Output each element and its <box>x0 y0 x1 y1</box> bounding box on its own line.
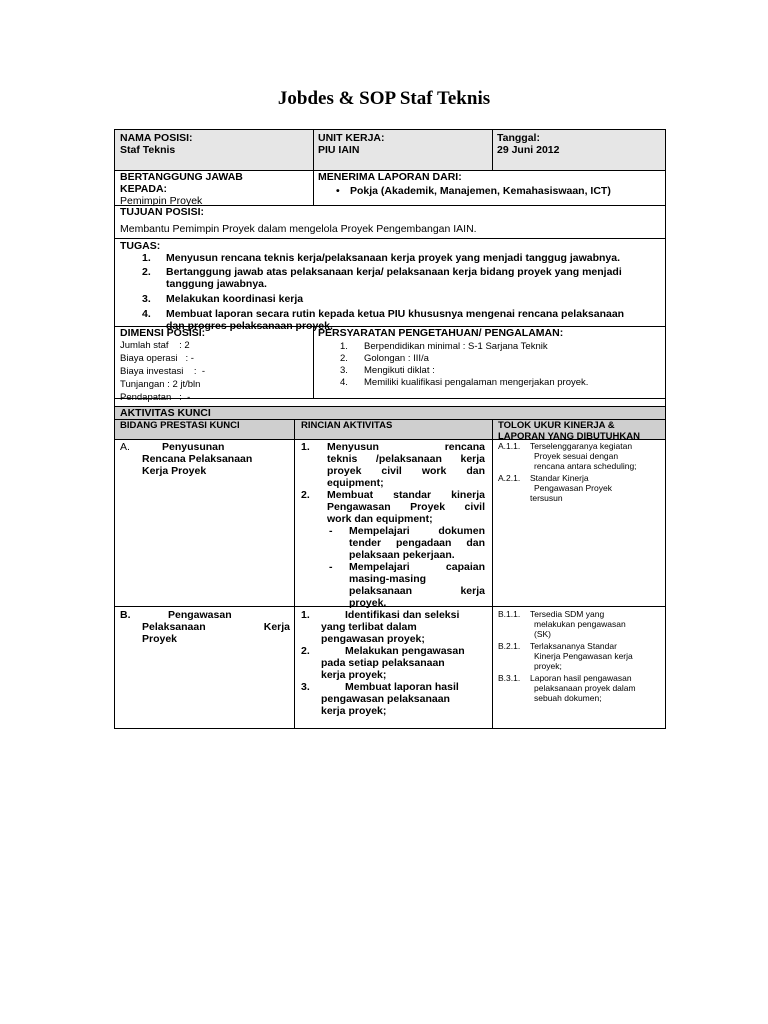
dimensi-item: Biaya investasi : - <box>120 366 206 377</box>
section-a-rincian <box>301 441 485 609</box>
section-b-rincian <box>301 609 485 717</box>
section-a-tolok <box>498 441 663 503</box>
bullet-icon: • <box>336 185 340 197</box>
tugas-list: 1. Menyusun rencana teknis kerja/pelaksanaan kerja proyek yang menjadi tanggug jawabnya. 2. Bertanggung jawab atas pelaksanaan kerja/ pelaksanaan kerja bidang proyek yang menjadi tanggung jawabnya. 3. Melakukan koordinasi kerja 4. Membuat laporan secara rutin kepada ketua PIU khususnya mengenai rencana pelaksanaan dan progres pelaksanaan proyek. <box>142 252 662 332</box>
section-b-letter: B. <box>120 609 131 621</box>
tujuan-label: TUJUAN POSISI: <box>120 206 205 218</box>
rincian-subitem: - Mempelajari dokumen tender pengadaan dan pelaksaan pekerjaan. <box>329 525 485 561</box>
divider <box>115 606 665 607</box>
aktivitas-label: AKTIVITAS KUNCI <box>120 407 211 419</box>
divider <box>294 419 295 728</box>
persyaratan-item: 3. Mengikuti diklat : <box>340 365 435 376</box>
divider <box>313 130 314 170</box>
tolok-item: B.1.1. Tersedia SDM yang melakukan pengawasan (SK) <box>498 609 626 639</box>
col-tolok-header: TOLOK UKUR KINERJA & LAPORAN YANG DIBUTUHKAN <box>498 420 640 442</box>
rincian-item: 3. Membuat laporan hasil pengawasan pelaksanaan kerja proyek; <box>301 681 459 717</box>
persyaratan-list <box>340 341 588 389</box>
tujuan-cell <box>120 206 477 235</box>
rincian-item: 2. Membuat standar kinerja Pengawasan Proyek civil work dan equipment; <box>301 489 485 525</box>
tolok-item: A.1.1. Terselenggaranya kegiatan Proyek sesuai dengan rencana antara scheduling; <box>498 441 637 471</box>
divider <box>313 326 314 398</box>
divider <box>313 170 314 206</box>
rincian-item: 1. Menyusun rencana teknis /pelaksanaan kerja proyek civil work dan equipment; <box>301 441 485 489</box>
persyaratan-label: PERSYARATAN PENGETAHUAN/ PENGALAMAN: <box>318 327 564 339</box>
tolok-item: B.2.1. Terlaksananya Standar Kinerja Pengawasan kerja proyek; <box>498 641 633 671</box>
rincian-item: 2. Melakukan pengawasan pada setiap pelaksanaan kerja proyek; <box>301 645 465 681</box>
tanggal-value: 29 Juni 2012 <box>497 144 560 156</box>
dimensi-item: Biaya operasi : - <box>120 353 194 364</box>
section-a-letter: A. <box>120 441 130 453</box>
col-rincian-header: RINCIAN AKTIVITAS <box>301 420 393 431</box>
dimensi-item: Tunjangan : 2 jt/bln <box>120 379 201 390</box>
bertanggung-label-line1: BERTANGGUNG JAWAB <box>120 171 243 183</box>
nama-posisi-value: Staf Teknis <box>120 144 176 156</box>
dimensi-item: Pendapatan : - <box>120 392 191 403</box>
tugas-item: 3. Melakukan koordinasi kerja <box>142 293 304 305</box>
unit-kerja-label: UNIT KERJA: <box>318 132 385 144</box>
tolok-item: B.3.1. Laporan hasil pengawasan pelaksanaan proyek dalam sebuah dokumen; <box>498 673 636 703</box>
menerima-label: MENERIMA LAPORAN DARI: <box>318 171 462 183</box>
dimensi-item: Jumlah staf : 2 <box>120 340 190 351</box>
persyaratan-item: 4. Memiliki kualifikasi pengalaman mengerjakan proyek. <box>340 377 589 388</box>
nama-posisi-label: NAMA POSISI: <box>120 132 193 144</box>
menerima-value: Pokja (Akademik, Manajemen, Kemahasiswaan, ICT) <box>350 185 611 197</box>
divider <box>492 130 493 170</box>
header-row-background <box>115 130 665 170</box>
tanggal-cell <box>497 132 559 156</box>
section-b-tolok <box>498 609 663 703</box>
divider <box>115 398 665 399</box>
document-title: Jobdes & SOP Staf Teknis <box>277 88 491 109</box>
unit-kerja-cell <box>318 132 385 156</box>
tanggal-label: Tanggal: <box>497 132 540 144</box>
tugas-label: TUGAS: <box>120 240 161 252</box>
bertanggung-value: Pemimpin Proyek <box>120 195 203 207</box>
section-a-title: A. Penyusunan Rencana Pelaksanaan Kerja Proyek <box>120 441 253 477</box>
persyaratan-item: 1. Berpendidikan minimal : S-1 Sarjana Teknik <box>340 341 548 352</box>
tugas-item: 2. Bertanggung jawab atas pelaksanaan kerja/ pelaksanaan kerja bidang proyek yang menjadi <box>142 266 622 278</box>
nama-posisi-cell <box>120 132 193 156</box>
divider <box>492 419 493 728</box>
job-description-table <box>114 129 666 729</box>
tujuan-text: Membantu Pemimpin Proyek dalam mengelola Proyek Pengembangan IAIN. <box>120 223 477 235</box>
section-b-title: B. Pengawasan Pelaksanaan Kerja Proyek <box>120 609 290 645</box>
bertanggung-label-line2: KEPADA: <box>120 183 168 195</box>
unit-kerja-value: PIU IAIN <box>318 144 360 156</box>
persyaratan-item: 2. Golongan : III/a <box>340 353 429 364</box>
tolok-item: A.2.1. Standar Kinerja Pengawasan Proyek tersusun <box>498 473 612 503</box>
divider <box>115 439 665 440</box>
bertanggung-cell <box>120 171 243 207</box>
divider <box>115 238 665 239</box>
dimensi-list <box>120 340 205 405</box>
tugas-item: 1. Menyusun rencana teknis kerja/pelaksanaan kerja proyek yang menjadi tanggug jawabnya. <box>142 252 621 264</box>
dimensi-label: DIMENSI POSISI: <box>120 327 206 339</box>
menerima-cell <box>318 171 611 197</box>
rincian-item: 1. Identifikasi dan seleksi yang terlibat dalam pengawasan proyek; <box>301 609 460 645</box>
rincian-subitem: - Mempelajari capaian masing-masing pelaksanaan kerja proyek. <box>329 561 485 609</box>
col-bidang-header: BIDANG PRESTASI KUNCI <box>120 420 240 431</box>
tugas-item: 4. Membuat laporan secara rutin kepada ketua PIU khususnya mengenai rencana pelaksanaan <box>142 308 625 320</box>
